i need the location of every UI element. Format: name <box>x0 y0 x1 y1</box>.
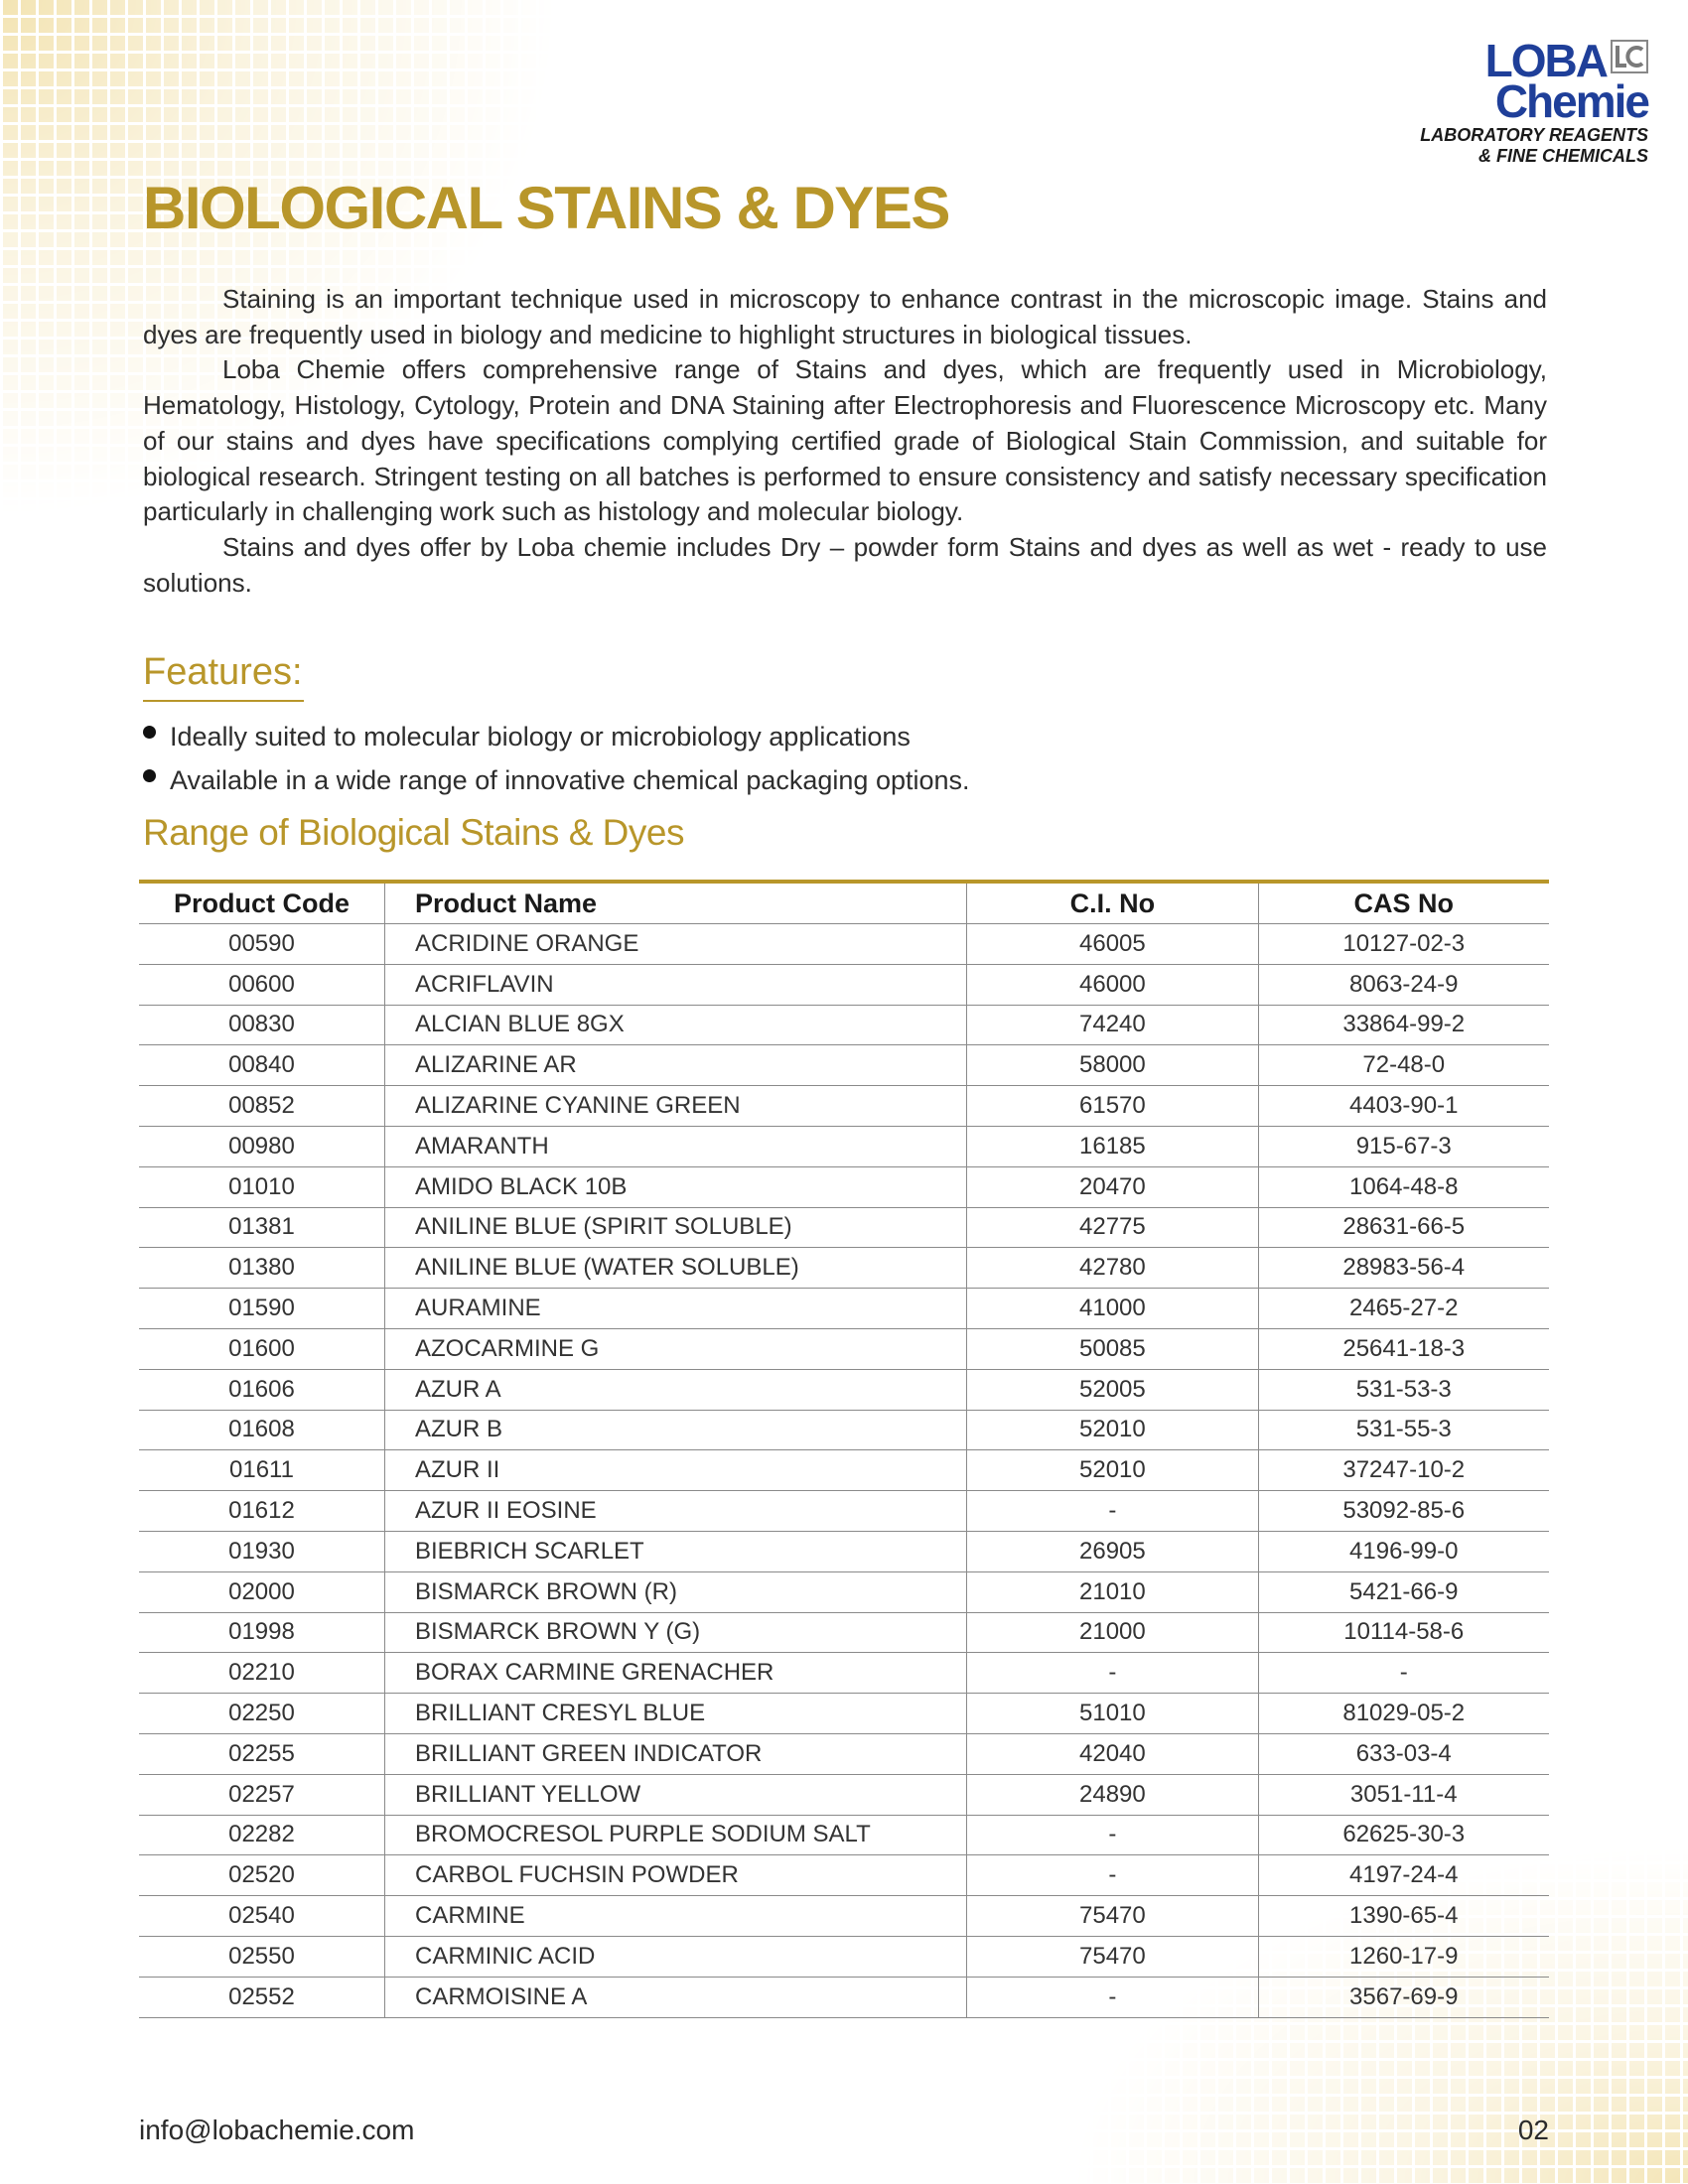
cell-ci-no: 41000 <box>967 1289 1258 1329</box>
table-row <box>139 1855 1549 1896</box>
cell-cas-no: 8063-24-9 <box>1258 964 1549 1005</box>
cell-product-code: 02520 <box>139 1855 384 1896</box>
cell-product-name: AZUR II EOSINE <box>384 1491 966 1532</box>
logo-lc-icon <box>1611 40 1648 73</box>
cell-ci-no: 58000 <box>967 1045 1258 1086</box>
cell-product-code: 00852 <box>139 1086 384 1127</box>
range-heading: Range of Biological Stains & Dyes <box>143 812 684 853</box>
table-row <box>139 1369 1549 1410</box>
table-row <box>139 1571 1549 1612</box>
cell-cas-no: 531-53-3 <box>1258 1369 1549 1410</box>
logo-wordmark-chemie: Chemie <box>1494 75 1648 127</box>
cell-product-name: BRILLIANT GREEN INDICATOR <box>384 1733 966 1774</box>
cell-ci-no: 52005 <box>967 1369 1258 1410</box>
logo-wordmark-loba: LOBA <box>1484 35 1607 86</box>
cell-product-name: ALIZARINE CYANINE GREEN <box>384 1086 966 1127</box>
cell-product-name: BIEBRICH SCARLET <box>384 1531 966 1571</box>
cell-ci-no: 52010 <box>967 1410 1258 1450</box>
cell-cas-no: 62625-30-3 <box>1258 1815 1549 1855</box>
cell-ci-no: 21010 <box>967 1571 1258 1612</box>
bullet-icon <box>143 726 156 739</box>
cell-product-code: 02000 <box>139 1571 384 1612</box>
feature-item-text: Available in a wide range of innovative chemical packaging options. <box>170 765 970 795</box>
page-title: BIOLOGICAL STAINS & DYES <box>143 175 949 241</box>
cell-product-code: 00980 <box>139 1126 384 1166</box>
cell-product-name: CARMINE <box>384 1896 966 1937</box>
table-row <box>139 1328 1549 1369</box>
cell-cas-no: 531-55-3 <box>1258 1410 1549 1450</box>
table-body <box>139 924 1549 2018</box>
bullet-icon <box>143 769 156 782</box>
table-row <box>139 1733 1549 1774</box>
table-row <box>139 1450 1549 1491</box>
cell-product-name: ALCIAN BLUE 8GX <box>384 1005 966 1045</box>
cell-product-name: BORAX CARMINE GRENACHER <box>384 1653 966 1694</box>
table-row <box>139 1086 1549 1127</box>
footer-email: info@lobachemie.com <box>139 2115 415 2145</box>
brand-logo <box>1350 35 1648 169</box>
table-row <box>139 1005 1549 1045</box>
cell-ci-no: 42780 <box>967 1248 1258 1289</box>
cell-product-name: AZUR A <box>384 1369 966 1410</box>
cell-product-code: 01010 <box>139 1166 384 1207</box>
cell-cas-no: 72-48-0 <box>1258 1045 1549 1086</box>
cell-cas-no: 81029-05-2 <box>1258 1694 1549 1734</box>
table-row <box>139 964 1549 1005</box>
header-ci-no: C.I. No <box>967 882 1258 924</box>
cell-product-code: 01611 <box>139 1450 384 1491</box>
cell-product-name: ANILINE BLUE (SPIRIT SOLUBLE) <box>384 1207 966 1248</box>
cell-cas-no: 2465-27-2 <box>1258 1289 1549 1329</box>
table-row <box>139 1815 1549 1855</box>
cell-product-name: BISMARCK BROWN (R) <box>384 1571 966 1612</box>
table-row <box>139 1531 1549 1571</box>
intro-paragraph-2: Loba Chemie offers comprehensive range of Stains and dyes, which are frequently used in Microbiology, Hematology, Histology, Cytology, Protein and DNA Staining after Electrophoresis and Fluorescence Microscopy etc. Many of our stains and dyes have specifications complying certified grade of Biological Stain Commission, and suitable for biological research. Stringent testing on all batches is performed to ensure consistency and satisfy necessary specification particularly in challenging work such as histology and molecular biology. <box>143 354 1547 527</box>
cell-ci-no: - <box>967 1653 1258 1694</box>
cell-product-name: CARMOISINE A <box>384 1977 966 2017</box>
table-row <box>139 1410 1549 1450</box>
intro-paragraph-1: Staining is an important technique used in microscopy to enhance contrast in the microscopic image. Stains and dyes are frequently used in biology and medicine to highlight structures in biological tissues. <box>143 284 1547 349</box>
cell-product-name: ANILINE BLUE (WATER SOLUBLE) <box>384 1248 966 1289</box>
cell-product-code: 02550 <box>139 1936 384 1977</box>
cell-product-code: 02257 <box>139 1774 384 1815</box>
cell-product-code: 00590 <box>139 924 384 965</box>
header-product-name: Product Name <box>384 882 966 924</box>
cell-cas-no: 4403-90-1 <box>1258 1086 1549 1127</box>
cell-ci-no: - <box>967 1815 1258 1855</box>
cell-ci-no: 50085 <box>967 1328 1258 1369</box>
logo-tagline-2: & FINE CHEMICALS <box>1478 146 1648 166</box>
table-row <box>139 1248 1549 1289</box>
cell-product-code: 00840 <box>139 1045 384 1086</box>
table-row <box>139 1936 1549 1977</box>
cell-ci-no: 46005 <box>967 924 1258 965</box>
cell-product-name: CARMINIC ACID <box>384 1936 966 1977</box>
table-row <box>139 1977 1549 2017</box>
cell-ci-no: 24890 <box>967 1774 1258 1815</box>
cell-cas-no: 4196-99-0 <box>1258 1531 1549 1571</box>
cell-product-code: 01612 <box>139 1491 384 1532</box>
table-row <box>139 1491 1549 1532</box>
header-product-code: Product Code <box>139 882 384 924</box>
cell-product-name: CARBOL FUCHSIN POWDER <box>384 1855 966 1896</box>
cell-ci-no: 75470 <box>967 1896 1258 1937</box>
logo-tagline-1: LABORATORY REAGENTS <box>1420 125 1648 145</box>
cell-ci-no: 75470 <box>967 1936 1258 1977</box>
cell-cas-no: 53092-85-6 <box>1258 1491 1549 1532</box>
cell-product-code: 02540 <box>139 1896 384 1937</box>
cell-product-name: AURAMINE <box>384 1289 966 1329</box>
cell-ci-no: 42775 <box>967 1207 1258 1248</box>
cell-ci-no: - <box>967 1855 1258 1896</box>
cell-product-code: 02210 <box>139 1653 384 1694</box>
cell-product-code: 00600 <box>139 964 384 1005</box>
cell-product-name: ACRIDINE ORANGE <box>384 924 966 965</box>
stains-table <box>139 880 1549 2018</box>
cell-product-code: 01608 <box>139 1410 384 1450</box>
cell-ci-no: 61570 <box>967 1086 1258 1127</box>
cell-cas-no: 10114-58-6 <box>1258 1612 1549 1653</box>
cell-cas-no: 10127-02-3 <box>1258 924 1549 965</box>
table-row <box>139 1612 1549 1653</box>
cell-cas-no: 3051-11-4 <box>1258 1774 1549 1815</box>
cell-product-code: 02255 <box>139 1733 384 1774</box>
table-row <box>139 1207 1549 1248</box>
cell-product-name: ACRIFLAVIN <box>384 964 966 1005</box>
cell-cas-no: - <box>1258 1653 1549 1694</box>
header-cas-no: CAS No <box>1258 882 1549 924</box>
cell-ci-no: 51010 <box>967 1694 1258 1734</box>
cell-cas-no: 915-67-3 <box>1258 1126 1549 1166</box>
cell-cas-no: 1064-48-8 <box>1258 1166 1549 1207</box>
table-row <box>139 1694 1549 1734</box>
cell-cas-no: 4197-24-4 <box>1258 1855 1549 1896</box>
cell-ci-no: 42040 <box>967 1733 1258 1774</box>
cell-cas-no: 25641-18-3 <box>1258 1328 1549 1369</box>
cell-ci-no: 20470 <box>967 1166 1258 1207</box>
table-row <box>139 1166 1549 1207</box>
feature-item <box>143 758 970 802</box>
cell-cas-no: 3567-69-9 <box>1258 1977 1549 2017</box>
cell-cas-no: 28983-56-4 <box>1258 1248 1549 1289</box>
cell-product-code: 01381 <box>139 1207 384 1248</box>
cell-product-name: BISMARCK BROWN Y (G) <box>384 1612 966 1653</box>
table-header-row <box>139 882 1549 924</box>
cell-product-name: AMARANTH <box>384 1126 966 1166</box>
cell-ci-no: 52010 <box>967 1450 1258 1491</box>
cell-product-name: AMIDO BLACK 10B <box>384 1166 966 1207</box>
cell-product-name: BRILLIANT YELLOW <box>384 1774 966 1815</box>
cell-product-name: ALIZARINE AR <box>384 1045 966 1086</box>
table-row <box>139 924 1549 965</box>
cell-ci-no: - <box>967 1491 1258 1532</box>
cell-ci-no: 74240 <box>967 1005 1258 1045</box>
cell-product-name: BROMOCRESOL PURPLE SODIUM SALT <box>384 1815 966 1855</box>
cell-ci-no: 16185 <box>967 1126 1258 1166</box>
cell-product-code: 01930 <box>139 1531 384 1571</box>
cell-product-code: 02282 <box>139 1815 384 1855</box>
table-row <box>139 1045 1549 1086</box>
intro-text <box>143 282 1547 601</box>
cell-cas-no: 28631-66-5 <box>1258 1207 1549 1248</box>
cell-product-code: 02250 <box>139 1694 384 1734</box>
cell-product-code: 01998 <box>139 1612 384 1653</box>
intro-paragraph-3: Stains and dyes offer by Loba chemie includes Dry – powder form Stains and dyes as well as wet - ready to use solutions. <box>143 531 1547 598</box>
cell-cas-no: 633-03-4 <box>1258 1733 1549 1774</box>
cell-product-name: BRILLIANT CRESYL BLUE <box>384 1694 966 1734</box>
cell-product-name: AZUR B <box>384 1410 966 1450</box>
cell-product-code: 01590 <box>139 1289 384 1329</box>
feature-item-text: Ideally suited to molecular biology or microbiology applications <box>170 722 911 751</box>
table-row <box>139 1653 1549 1694</box>
cell-cas-no: 1390-65-4 <box>1258 1896 1549 1937</box>
cell-product-code: 01380 <box>139 1248 384 1289</box>
cell-ci-no: 46000 <box>967 964 1258 1005</box>
cell-cas-no: 37247-10-2 <box>1258 1450 1549 1491</box>
cell-ci-no: - <box>967 1977 1258 2017</box>
feature-item <box>143 715 970 758</box>
features-heading: Features: <box>143 651 304 702</box>
table-row <box>139 1126 1549 1166</box>
cell-product-name: AZOCARMINE G <box>384 1328 966 1369</box>
table-row <box>139 1774 1549 1815</box>
cell-product-name: AZUR II <box>384 1450 966 1491</box>
cell-ci-no: 26905 <box>967 1531 1258 1571</box>
page-number: 02 <box>1517 2115 1549 2145</box>
cell-product-code: 02552 <box>139 1977 384 2017</box>
cell-product-code: 01606 <box>139 1369 384 1410</box>
cell-product-code: 01600 <box>139 1328 384 1369</box>
table-row <box>139 1289 1549 1329</box>
table-row <box>139 1896 1549 1937</box>
cell-cas-no: 33864-99-2 <box>1258 1005 1549 1045</box>
features-list <box>143 715 970 802</box>
cell-product-code: 00830 <box>139 1005 384 1045</box>
cell-cas-no: 1260-17-9 <box>1258 1936 1549 1977</box>
cell-cas-no: 5421-66-9 <box>1258 1571 1549 1612</box>
cell-ci-no: 21000 <box>967 1612 1258 1653</box>
